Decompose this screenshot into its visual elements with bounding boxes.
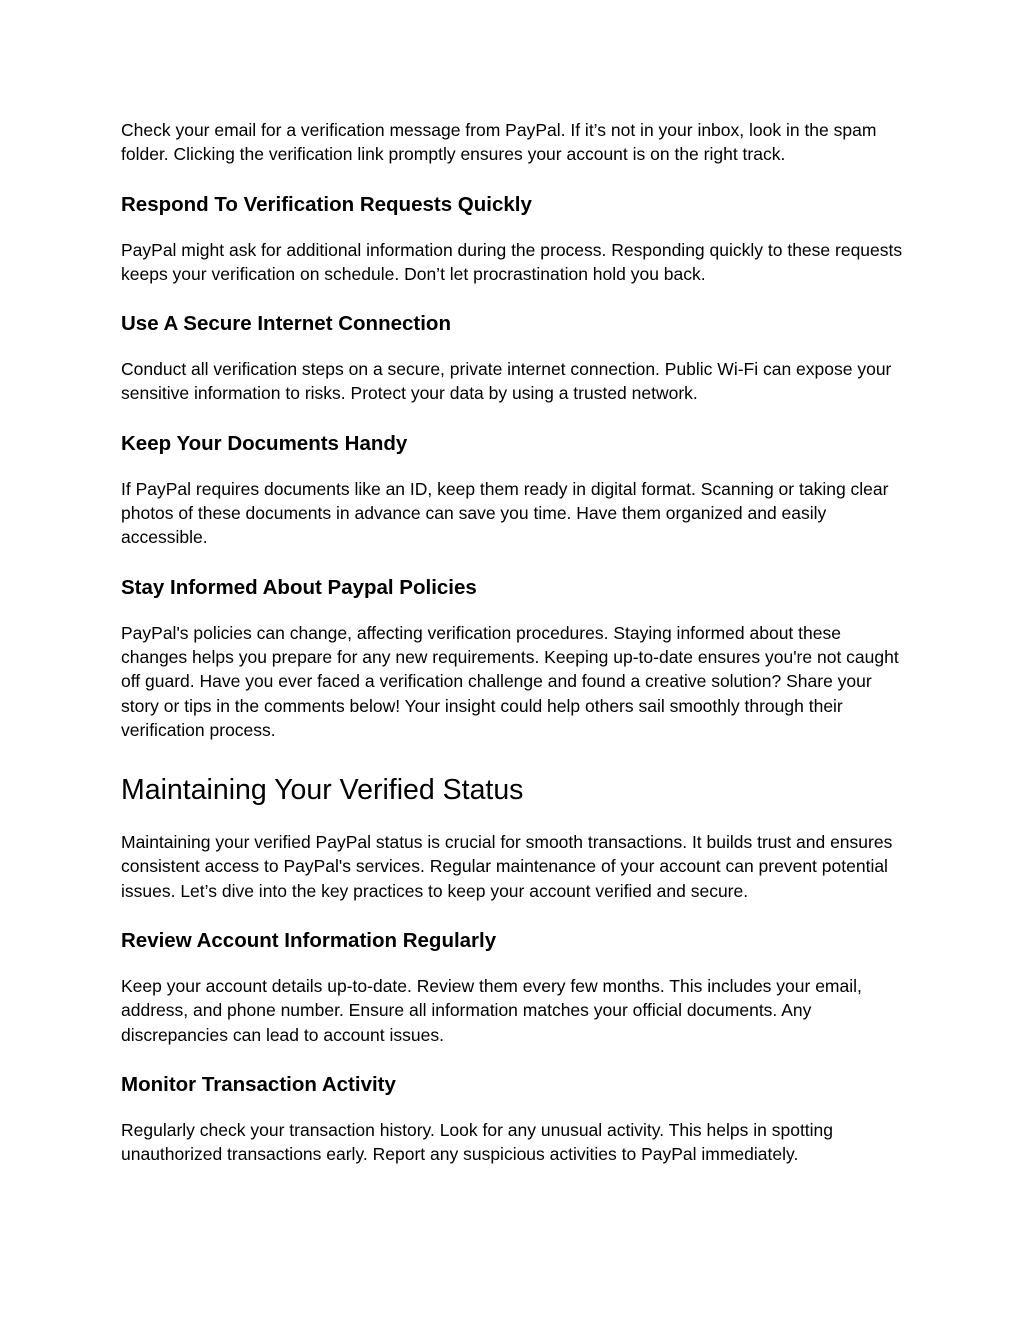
heading-documents-handy: Keep Your Documents Handy (121, 431, 408, 455)
intro-paragraph: Check your email for a verification message from PayPal. If it’s not in your inbox, look in the spam folder. Clicking the verification link promptly ensures your account is on the right track. (121, 120, 877, 165)
paragraph-monitor-transactions: Regularly check your transaction history. Look for any unusual activity. This helps in spotting unauthorized transactions early. Report any suspicious activities to PayPal immediately. (121, 1119, 834, 1165)
paragraph-review-account-information: Keep your account details up-to-date. Review them every few months. This includes your email, address, and phone number. Ensure all information matches your official documents. Any discrepancies can lead to account issues. (121, 976, 862, 1045)
heading-monitor-transactions: Monitor Transaction Activity (121, 1072, 396, 1096)
heading-paypal-policies: Stay Informed About Paypal Policies (121, 575, 477, 599)
heading-secure-connection: Use A Secure Internet Connection (121, 312, 451, 336)
paragraph-maintaining-verified-status: Maintaining your verified PayPal status is crucial for smooth transactions. It builds trust and ensures consistent access to PayPal's services. Regular maintenance of your account can prevent potential issues. Let’s dive into the key practices to keep your account verified and secure. (121, 832, 893, 901)
heading-respond-to-verification: Respond To Verification Requests Quickly (121, 192, 532, 216)
paragraph-paypal-policies: PayPal's policies can change, affecting verification procedures. Staying informed about these changes helps you prepare for any new requirements. Keeping up-to-date ensures you're not caught off guard. Have you ever faced a verification challenge and found a creative solution? Share your story or tips in the comments below! Your insight could help others sail smoothly through their verification process. (121, 622, 899, 740)
paragraph-secure-connection: Conduct all verification steps on a secure, private internet connection. Public Wi-Fi can expose your sensitive information to risks. Protect your data by using a trusted network. (121, 359, 892, 404)
paragraph-respond-to-verification: PayPal might ask for additional information during the process. Responding quickly to these requests keeps your verification on schedule. Don’t let procrastination hold you back. (121, 239, 903, 284)
heading-maintaining-verified-status: Maintaining Your Verified Status (121, 774, 524, 807)
document-page (121, 118, 911, 1167)
paragraph-documents-handy: If PayPal requires documents like an ID, keep them ready in digital format. Scanning or taking clear photos of these documents in advance can save you time. Have them organized and easily accessible. (121, 478, 889, 548)
heading-review-account-information: Review Account Information Regularly (121, 929, 497, 953)
